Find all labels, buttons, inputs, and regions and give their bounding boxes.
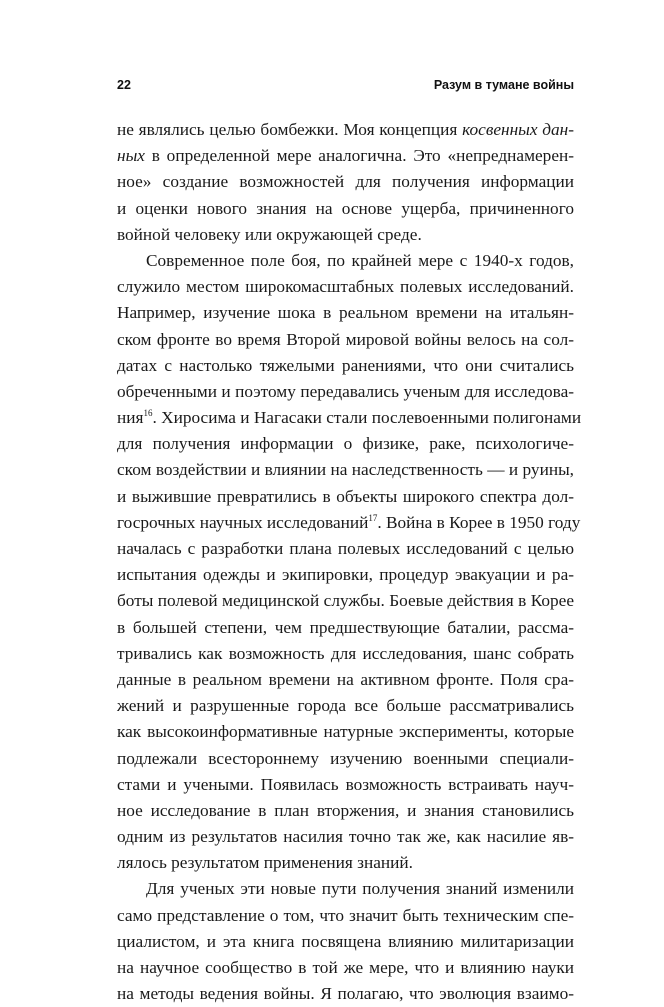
text-line: подлежали всестороннему изучению военными специали- — [117, 748, 574, 768]
text-line: обреченными и поэтому передавались ученым для исследова- — [117, 381, 574, 401]
page-header — [117, 78, 574, 98]
text-line: ском воздействии и влиянии на наследственность — и руины, — [117, 460, 574, 480]
text-line — [117, 405, 582, 431]
text-line — [117, 117, 574, 143]
text-run: госрочных научных исследований — [117, 512, 369, 532]
text-line: циалистом, и эта книга посвящена влиянию милитаризации — [117, 931, 574, 951]
text-line: войной человеку или окружающей среде. — [117, 224, 422, 244]
text-line: и оценки нового знания на основе ущерба, причиненного — [117, 198, 574, 218]
text-line — [117, 510, 581, 536]
text-run: ния — [117, 408, 144, 428]
italic-term: ных — [117, 146, 145, 166]
text-line: и выжившие превратились в объекты широкого спектра дол- — [117, 486, 574, 506]
page-number: 22 — [117, 78, 131, 92]
text-line: на методы ведения войны. Я полагаю, что эволюция взаимо- — [117, 984, 574, 1004]
paragraph-1 — [117, 117, 574, 248]
running-title: Разум в тумане войны — [433, 78, 574, 92]
text-line: жений и разрушенные города все больше рассматривались — [117, 696, 574, 716]
body-text — [117, 117, 582, 1007]
text-line: тривались как возможность для исследования, шанс собрать — [117, 643, 574, 663]
text-line: началась с разработки плана полевых исследований с целью — [117, 539, 574, 558]
text-line: служило местом широкомасштабных полевых исследований. — [117, 277, 574, 297]
text-line: само представление о том, что значит быть техническим спе- — [117, 905, 574, 925]
text-line: ное исследование в план вторжения, и знания становились — [117, 800, 574, 820]
text-run: не являлись целью бомбежки. Моя концепция — [117, 120, 463, 139]
paragraph-3 — [117, 876, 574, 1007]
text-line: испытания одежды и экипировки, процедур эвакуации и ра- — [117, 565, 574, 585]
text-line: в большей степени, чем предшествующие баталии, рассма- — [117, 617, 574, 637]
text-line: боты полевой медицинской службы. Боевые действия в Корее — [117, 591, 574, 611]
text-line: лялось результатом применения знаний. — [117, 853, 413, 873]
text-line: стами и учеными. Появилась возможность встраивать науч- — [117, 774, 574, 794]
text-line: на научное сообщество в той же мере, что и влиянию науки — [117, 958, 574, 977]
text-run: . Война в Корее в 1950 году — [377, 512, 581, 532]
text-line: как высокоинформативные натурные эксперименты, которые — [117, 722, 574, 742]
text-line: ное» создание возможностей для получения информации — [117, 172, 574, 192]
paragraph-2 — [117, 248, 582, 877]
text-line: Например, изучение шока в реальном времени на итальян- — [117, 303, 574, 323]
text-line: Современное поле боя, по крайней мере с 1940-х годов, — [146, 250, 574, 270]
text-line: датах с настолько тяжелыми ранениями, что они считались — [117, 355, 574, 375]
text-run: . Хиросима и Нагасаки стали послевоенными полигонами — [152, 408, 582, 428]
text-line: данные в реальном времени на активном фронте. Поля сра- — [117, 669, 574, 689]
text-line — [117, 143, 574, 169]
text-line: ском фронте во время Второй мировой войны велось на сол- — [117, 329, 574, 349]
footnote-ref: 16 — [143, 408, 153, 419]
text-run: в определенной мере аналогична. Это «непреднамерен- — [144, 146, 574, 166]
italic-term: косвенных дан- — [462, 120, 574, 139]
text-line: для получения информации о физике, раке, психологиче- — [117, 434, 574, 454]
footnote-ref: 17 — [368, 513, 378, 524]
text-line: Для ученых эти новые пути получения знаний изменили — [146, 879, 574, 899]
text-line: одним из результатов насилия точно так же, как насилие яв- — [117, 827, 574, 847]
